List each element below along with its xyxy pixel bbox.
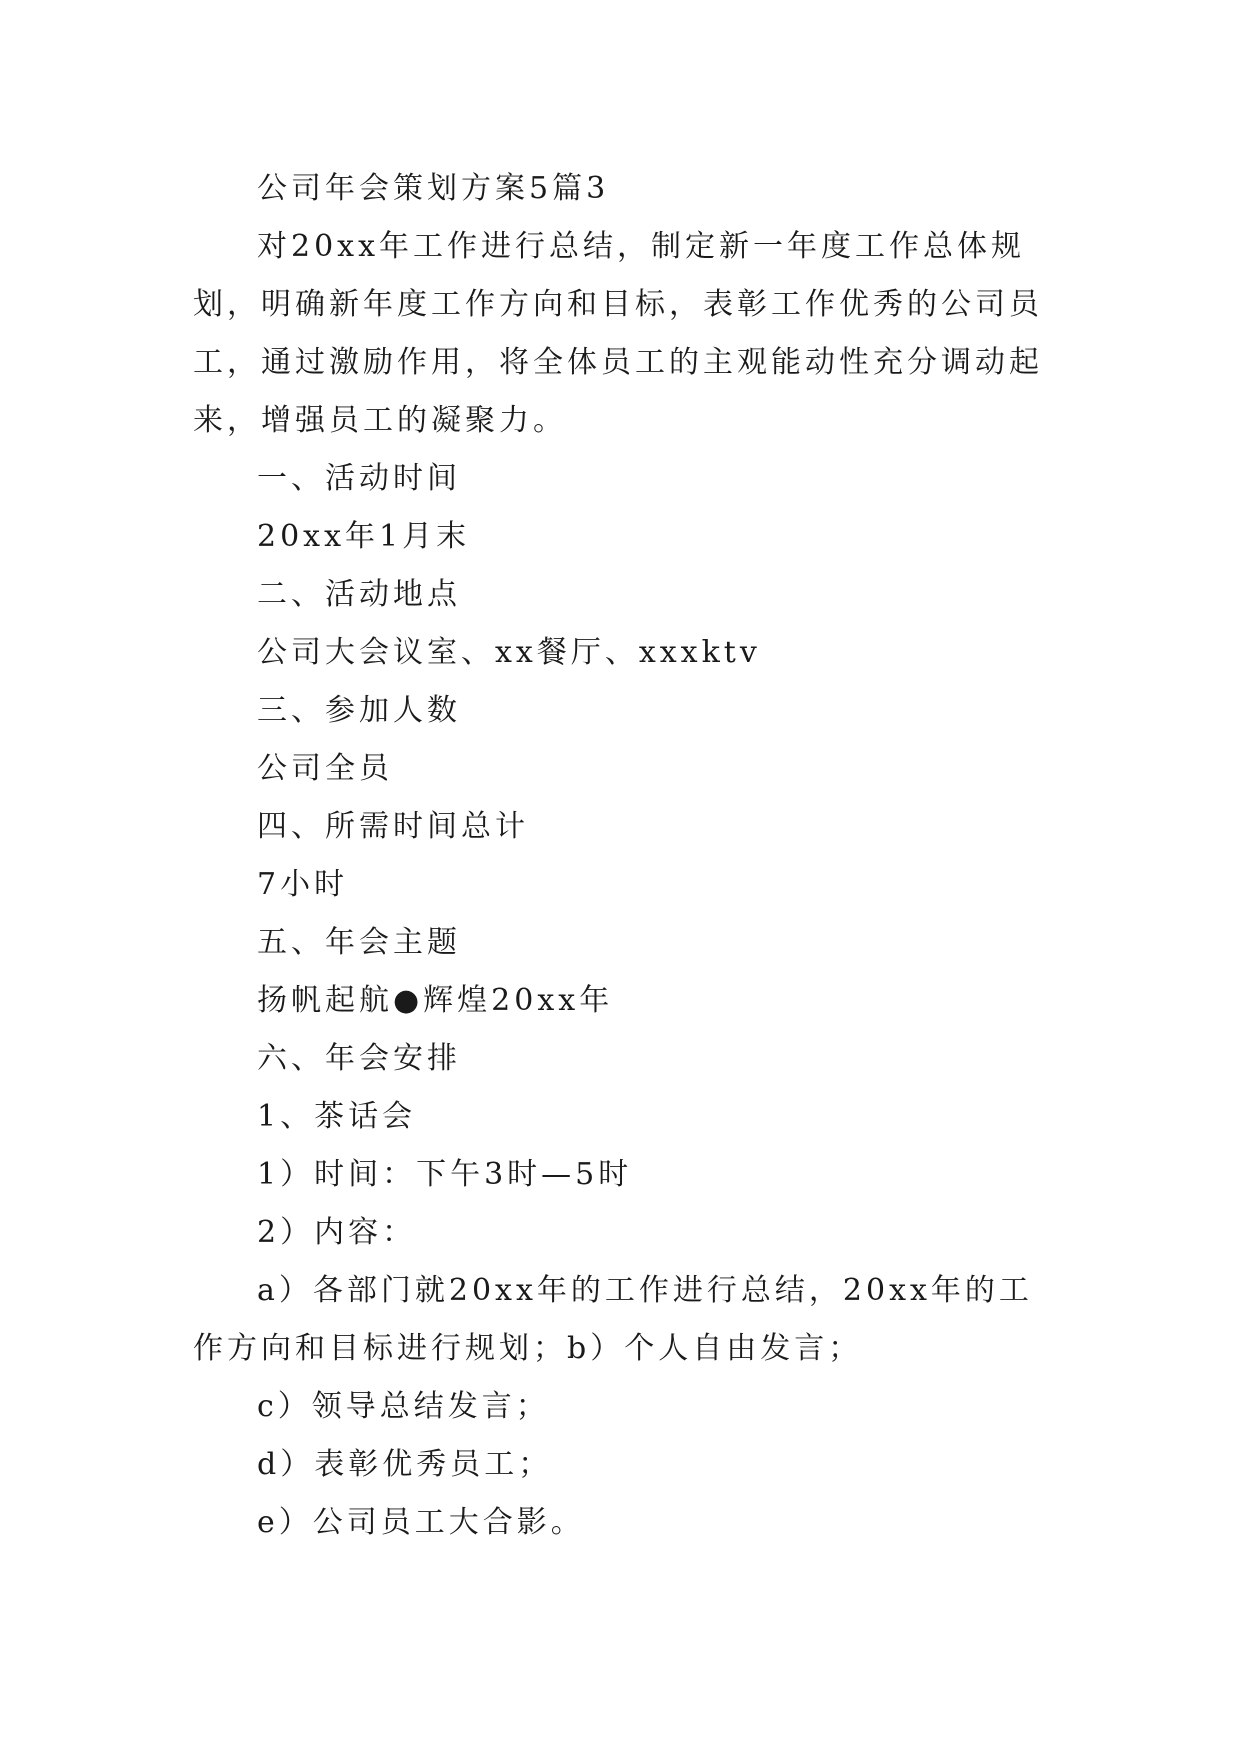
- content-item-a: a）各部门就20xx年的工作进行总结，20xx年的工作方向和目标进行规划；b）个人自由发言；: [193, 1273, 1033, 1366]
- section-heading-duration: 四、所需时间总计: [257, 809, 529, 844]
- section-heading-arrangement: 六、年会安排: [257, 1041, 461, 1076]
- section-heading-participants: 三、参加人数: [257, 693, 461, 728]
- section-content-participants: 公司全员: [257, 751, 393, 786]
- content-item-e: e）公司员工大合影。: [257, 1505, 585, 1540]
- section-heading-location: 二、活动地点: [257, 577, 461, 612]
- item-tea-party-content-label: 2）内容：: [257, 1215, 417, 1250]
- section-content-duration: 7小时: [257, 867, 349, 902]
- item-tea-party-time: 1）时间：下午3时—5时: [257, 1157, 633, 1192]
- intro-paragraph: 对20xx年工作进行总结，制定新一年度工作总体规划，明确新年度工作方向和目标，表彰工作优秀的公司员工，通过激励作用，将全体员工的主观能动性充分调动起来，增强员工的凝聚力。: [193, 229, 1043, 438]
- section-heading-time: 一、活动时间: [257, 461, 461, 496]
- content-item-c: c）领导总结发言；: [257, 1389, 550, 1424]
- document-title: 公司年会策划方案5篇3: [257, 171, 610, 206]
- section-content-theme: 扬帆起航●辉煌20xx年: [257, 983, 614, 1018]
- content-item-d: d）表彰优秀员工；: [257, 1447, 553, 1482]
- document-body: [193, 160, 1063, 1552]
- item-tea-party-heading: 1、茶话会: [257, 1099, 417, 1134]
- section-content-location: 公司大会议室、xx餐厅、xxxktv: [257, 635, 761, 670]
- section-content-time: 20xx年1月末: [257, 519, 471, 554]
- section-heading-theme: 五、年会主题: [257, 925, 461, 960]
